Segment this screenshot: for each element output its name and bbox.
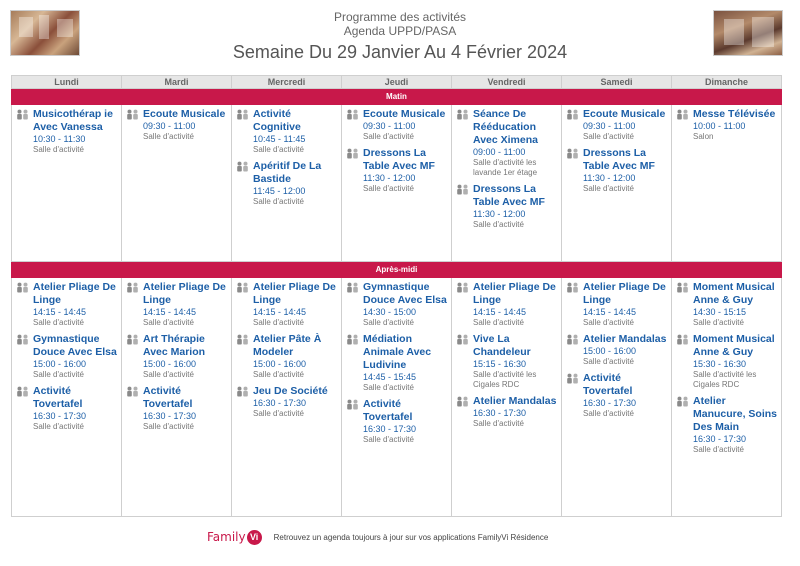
activity-location: Salle d'activité [253,370,304,379]
activity-location: Salle d'activité les Cigales RDC [473,370,537,389]
group-people-icon [16,108,33,155]
page-title: Semaine Du 29 Janvier Au 4 Février 2024 [232,42,568,62]
activity-entry [126,385,228,432]
activity-time: 11:30 - 12:00 [363,173,416,183]
activity-name: Atelier Pâte À Modeler [253,333,322,358]
activity-location: Salle d'activité les lavande 1er étage [473,158,538,177]
activity-location: Salle d'activité [363,383,414,392]
activity-entry [566,281,668,328]
activity-name: Jeu De Société [253,385,328,397]
activity-name: Dressons La Table Avec MF [583,147,655,172]
activity-name: Ecoute Musicale [583,108,666,120]
activity-location: Salle d'activité [33,370,84,379]
day-cell [562,105,672,262]
day-cell [452,278,562,517]
activity-time: 10:00 - 11:00 [693,121,746,131]
activity-name: Atelier Pliage De Linge [33,281,116,306]
group-people-icon [346,281,363,328]
group-people-icon [566,372,583,419]
activity-entry [236,108,338,155]
activity-location: Salle d'activité [363,435,414,444]
activity-location: Salle d'activité [143,318,194,327]
activity-name: Activité Cognitive [253,108,301,133]
activity-location: Salle d'activité [473,419,524,428]
activity-name: Activité Tovertafel [583,372,633,397]
activity-time: 09:00 - 11:00 [473,147,526,157]
activity-time: 14:15 - 14:45 [253,307,307,317]
activity-time: 14:15 - 14:45 [473,307,527,317]
activity-location: Salle d'activité [583,409,634,418]
activity-location: Salle d'activité [143,132,194,141]
activity-time: 14:15 - 14:45 [143,307,197,317]
activity-time: 15:00 - 16:00 [583,346,637,356]
activity-entry [346,108,448,142]
activity-location: Salle d'activité [583,132,634,141]
activity-name: Atelier Mandalas [583,333,667,345]
activity-entry [236,160,338,207]
activity-entry [236,333,338,380]
activity-entry [16,108,118,155]
group-people-icon [566,147,583,194]
activity-name: Art Thérapie Avec Marion [143,333,206,358]
activity-name: Séance De Rééducation Avec Ximena [473,108,538,146]
group-people-icon [566,281,583,328]
group-people-icon [126,281,143,328]
activity-time: 16:30 - 17:30 [583,398,637,408]
group-people-icon [676,395,693,455]
group-people-icon [456,395,473,429]
group-people-icon [456,108,473,178]
activity-name: Atelier Pliage De Linge [473,281,556,306]
day-cell [672,278,782,517]
activity-entry [346,281,448,328]
activity-time: 16:30 - 17:30 [363,424,417,434]
activity-location: Salle d'activité [583,184,634,193]
activity-time: 14:15 - 14:45 [33,307,87,317]
activity-time: 14:15 - 14:45 [583,307,637,317]
activity-name: Messe Télévisée [693,108,776,120]
activity-location: Salle d'activité [253,318,304,327]
activity-entry [566,108,668,142]
group-people-icon [456,281,473,328]
activity-location: Salle d'activité [473,220,524,229]
activity-time: 16:30 - 17:30 [253,398,307,408]
group-people-icon [16,281,33,328]
activity-name: Atelier Mandalas [473,395,557,407]
activity-location: Salle d'activité [693,318,744,327]
activity-entry [346,333,448,393]
activity-time: 15:15 - 16:30 [473,359,527,369]
activity-name: Ecoute Musicale [143,108,226,120]
group-people-icon [236,160,253,207]
day-cell [342,278,452,517]
activity-name: Gymnastique Douce Avec Elsa [33,333,117,358]
activity-time: 09:30 - 11:00 [143,121,196,131]
activity-name: Apéritif De La Bastide [253,160,322,185]
logo-heart-mark: Vi [247,530,262,545]
activity-name: Ecoute Musicale [363,108,446,120]
activity-location: Salle d'activité [33,318,84,327]
header-agenda-name: Agenda UPPD/PASA [343,24,457,38]
group-people-icon [236,108,253,155]
group-people-icon [236,333,253,380]
day-cell [342,105,452,262]
activity-name: Moment Musical Anne & Guy [693,281,775,306]
activity-entry [126,333,228,380]
activity-entry [676,281,778,328]
activity-entry [236,281,338,328]
activity-location: Salle d'activité [143,422,194,431]
activity-time: 11:30 - 12:00 [473,209,526,219]
section-label-matin: Matin [12,89,782,105]
group-people-icon [676,333,693,390]
activity-name: Dressons La Table Avec MF [363,147,435,172]
day-cell [122,278,232,517]
activity-name: Activité Tovertafel [143,385,193,410]
page-header [120,10,680,64]
header-subtitle: Programme des activités [333,10,467,24]
day-header-dimanche: Dimanche [672,76,782,89]
activity-time: 11:30 - 12:00 [583,173,636,183]
activity-entry [566,372,668,419]
activity-entry [346,147,448,194]
activity-entry [456,281,558,328]
activity-location: Salon [693,132,714,141]
familyvi-logo [207,530,262,545]
activity-name: Atelier Pliage De Linge [253,281,336,306]
group-people-icon [566,108,583,142]
group-people-icon [126,108,143,142]
activity-name: Médiation Animale Avec Ludivine [363,333,432,371]
day-cell [12,278,122,517]
activity-time: 15:00 - 16:00 [143,359,197,369]
activity-location: Salle d'activité les Cigales RDC [693,370,757,389]
group-people-icon [16,333,33,380]
group-people-icon [346,147,363,194]
activity-time: 16:30 - 17:30 [143,411,197,421]
weekly-schedule-table [11,75,782,517]
section-label-apres-midi: Après-midi [12,262,782,278]
day-header-samedi: Samedi [562,76,672,89]
activity-name: Dressons La Table Avec MF [473,183,545,208]
activity-name: Vive La Chandeleur [473,333,531,358]
residence-photo-left [10,10,80,56]
activity-entry [16,385,118,432]
activity-name: Moment Musical Anne & Guy [693,333,775,358]
activity-location: Salle d'activité [363,318,414,327]
day-header-row [12,76,782,89]
activity-location: Salle d'activité [143,370,194,379]
matin-row [12,105,782,262]
day-header-jeudi: Jeudi [342,76,452,89]
activity-location: Salle d'activité [363,132,414,141]
activity-entry [16,281,118,328]
activity-entry [126,281,228,328]
activity-entry [566,333,668,367]
activity-time: 14:30 - 15:15 [693,307,747,317]
group-people-icon [236,385,253,419]
activity-time: 16:30 - 17:30 [473,408,527,418]
day-header-mercredi: Mercredi [232,76,342,89]
apres-midi-row [12,278,782,517]
activity-location: Salle d'activité [33,145,84,154]
group-people-icon [126,385,143,432]
activity-time: 15:00 - 16:00 [253,359,307,369]
activity-location: Salle d'activité [253,409,304,418]
day-cell [12,105,122,262]
activity-location: Salle d'activité [363,184,414,193]
page-footer [207,527,548,547]
activity-entry [456,108,558,178]
activity-entry [566,147,668,194]
activity-name: Gymnastique Douce Avec Elsa [363,281,447,306]
day-cell [452,105,562,262]
group-people-icon [346,333,363,393]
activity-location: Salle d'activité [253,145,304,154]
day-cell [232,278,342,517]
group-people-icon [676,108,693,142]
logo-wordmark: Family [207,530,246,544]
group-people-icon [16,385,33,432]
activity-entry [456,183,558,230]
activity-location: Salle d'activité [33,422,84,431]
day-header-mardi: Mardi [122,76,232,89]
activity-time: 10:45 - 11:45 [253,134,306,144]
activity-time: 15:30 - 16:30 [693,359,747,369]
day-header-vendredi: Vendredi [452,76,562,89]
group-people-icon [346,398,363,445]
activity-location: Salle d'activité [583,318,634,327]
section-band-matin [12,89,782,105]
day-cell [232,105,342,262]
activity-time: 09:30 - 11:00 [583,121,636,131]
group-people-icon [566,333,583,367]
activity-time: 11:45 - 12:00 [253,186,306,196]
activity-entry [676,395,778,455]
group-people-icon [676,281,693,328]
activity-name: Activité Tovertafel [33,385,83,410]
day-cell [122,105,232,262]
activity-entry [346,398,448,445]
day-header-lundi: Lundi [12,76,122,89]
section-band-apres-midi [12,262,782,278]
day-cell [562,278,672,517]
activity-time: 16:30 - 17:30 [33,411,87,421]
activity-entry [676,108,778,142]
activity-entry [456,395,558,429]
group-people-icon [346,108,363,142]
activity-entry [456,333,558,390]
activity-time: 14:30 - 15:00 [363,307,417,317]
activity-entry [676,333,778,390]
activity-location: Salle d'activité [473,318,524,327]
activity-name: Musicothérap ie Avec Vanessa [33,108,113,133]
activity-name: Atelier Manucure, Soins Des Main [693,395,778,433]
activity-location: Salle d'activité [253,197,304,206]
activity-entry [236,385,338,419]
activity-time: 15:00 - 16:00 [33,359,87,369]
activity-time: 10:30 - 11:30 [33,134,86,144]
day-cell [672,105,782,262]
activity-name: Atelier Pliage De Linge [143,281,226,306]
group-people-icon [236,281,253,328]
group-people-icon [126,333,143,380]
group-people-icon [456,333,473,390]
footer-message: Retrouvez un agenda toujours à jour sur vos applications FamilyVi Résidence [273,532,549,542]
activity-location: Salle d'activité [583,357,634,366]
activity-time: 09:30 - 11:00 [363,121,416,131]
activity-name: Activité Tovertafel [363,398,413,423]
activity-name: Atelier Pliage De Linge [583,281,666,306]
activity-time: 16:30 - 17:30 [693,434,747,444]
activity-entry [126,108,228,142]
group-people-icon [456,183,473,230]
residence-photo-right [713,10,783,56]
activity-location: Salle d'activité [693,445,744,454]
activity-time: 14:45 - 15:45 [363,372,417,382]
activity-entry [16,333,118,380]
